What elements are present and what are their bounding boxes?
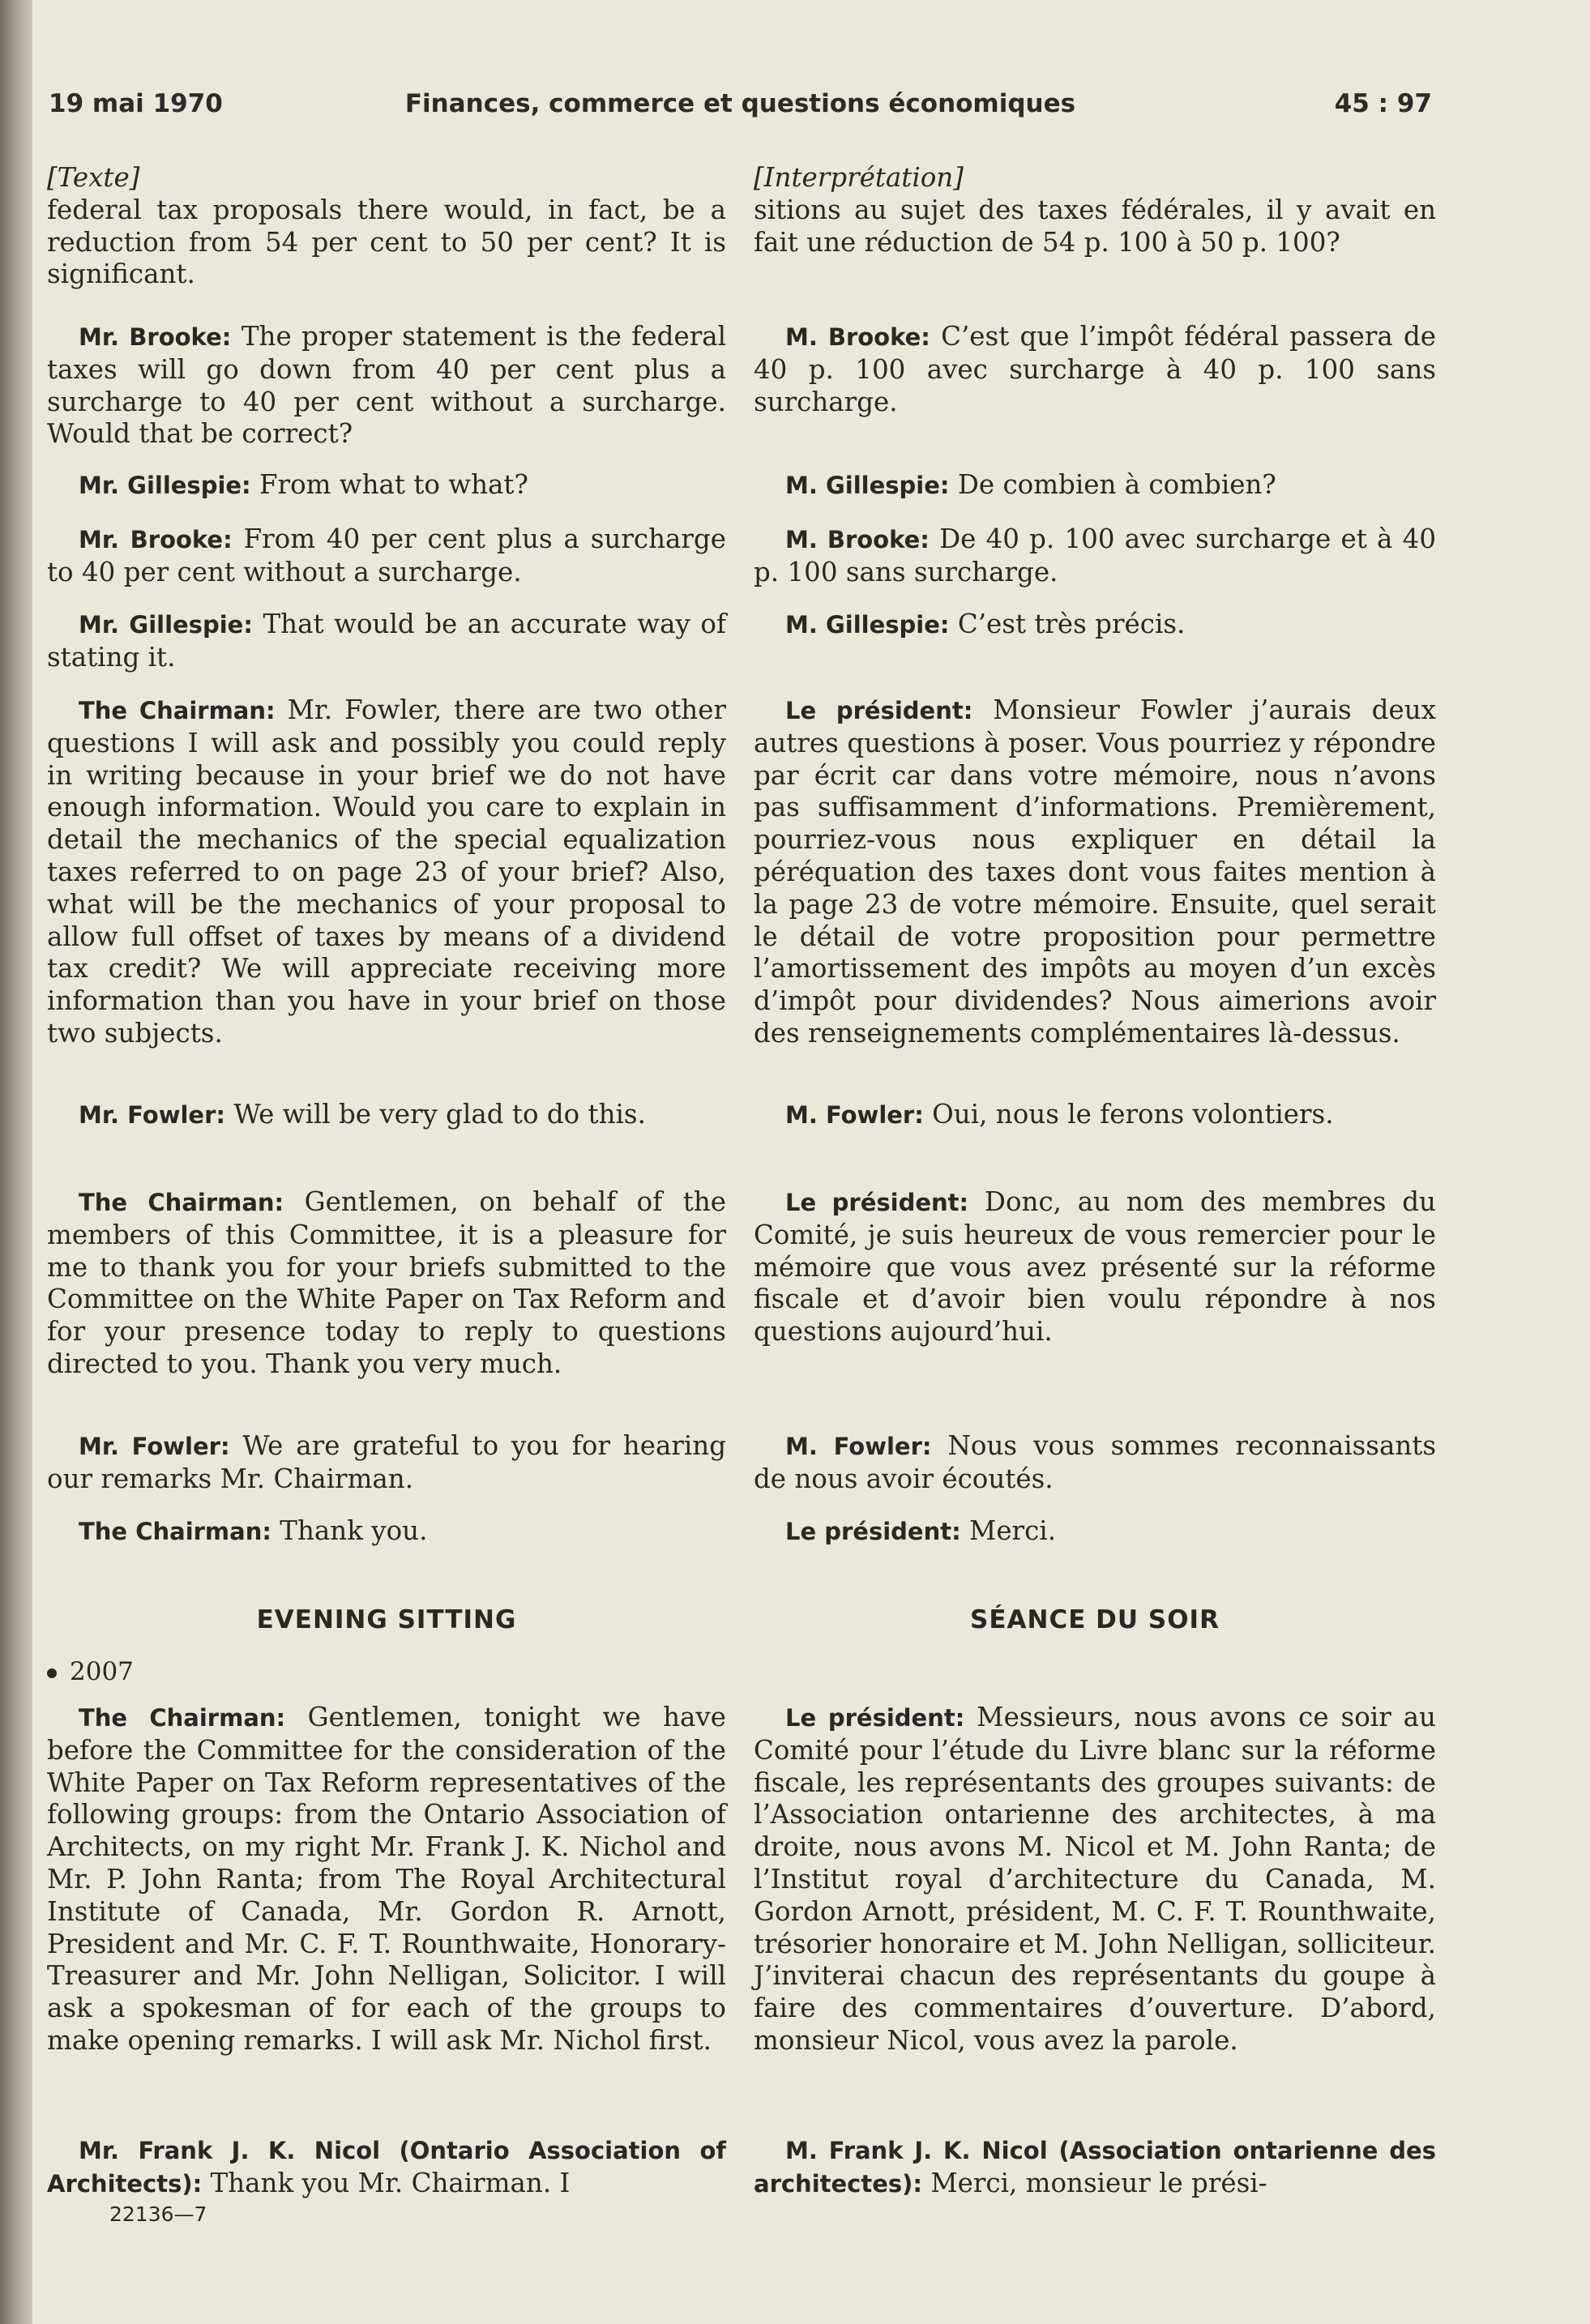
english-paragraph: The Chairman: Mr. Fowler, there are two other questions I will ask and possibly you could reply in writing because in your brief we do not have enough information. Would you care to explain in detail the mechanics of the special equalization taxes referred to on page 23 of your brief? Also, what will be the mechanics of your proposal to allow full offset of taxes by means of a dividend tax credit? We will appreciate receiving more information than you have in your brief on those two subjects. — [47, 694, 726, 1049]
speaker-name: The Chairman: — [79, 1189, 284, 1216]
french-paragraph: Le président: Monsieur Fowler j’aurais deux autres questions à poser. Vous pourriez y répondre par écrit car dans votre mémoire, nous n’avons pas suffisamment d’informations. Premièrement, pourriez-vous nous expliquer en détail la péréquation des taxes dont vous faites mention à la page 23 de votre mémoire. Ensuite, quel serait le détail de votre proposition pour permettre l’amortissement des impôts au moyen d’un excès d’impôt pour dividendes? Nous aimerions avoir des renseignements complémentaires là-dessus. — [754, 694, 1436, 1049]
speaker-name: M. Fowler: — [785, 1433, 932, 1460]
english-section-heading — [47, 1604, 726, 1637]
french-paragraph: M. Frank J. K. Nicol (Association ontarienne des architectes): Merci, monsieur le prési- — [754, 2137, 1436, 2198]
english-paragraph: federal tax proposals there would, in fact, be a reduction from 54 per cent to 50 per cent? It is significant. — [47, 194, 726, 290]
book-gutter — [0, 0, 32, 2324]
speaker-name: The Chairman: — [79, 1518, 271, 1545]
french-paragraph: Le président: Donc, au nom des membres du Comité, je suis heureux de vous remercier pour le mémoire que vous avez présenté sur la réforme fiscale et d’avoir bien voulu répondre à nos questions aujourd’hui. — [754, 1186, 1436, 1348]
header-page-number: 45 : 97 — [1334, 89, 1432, 118]
speaker-name: Mr. Fowler: — [79, 1101, 225, 1129]
footer-print-code: 22136—7 — [109, 2202, 207, 2226]
speaker-name: Le président: — [785, 1704, 965, 1732]
english-paragraph: The Chairman: Thank you. — [79, 1515, 428, 1546]
evening-sitting-heading: EVENING SITTING — [256, 1605, 517, 1634]
french-paragraph: M. Fowler: Nous vous sommes reconnaissants de nous avoir écoutés. — [754, 1430, 1437, 1494]
english-tag-block — [47, 162, 726, 291]
running-header — [49, 89, 1432, 130]
speaker-name: M. Fowler: — [785, 1101, 924, 1129]
speaker-name: Mr. Gillespie: — [79, 472, 251, 499]
speaker-name: Le président: — [785, 1518, 961, 1545]
english-paragraph: Mr. Brooke: From 40 per cent plus a surcharge to 40 per cent without a surcharge. — [47, 523, 726, 587]
english-paragraph: Mr. Fowler: We will be very glad to do this. — [79, 1099, 646, 1130]
speaker-name: Le président: — [785, 697, 973, 724]
time-marker-value: 2007 — [70, 1657, 134, 1686]
speaker-name: Mr. Frank J. K. Nicol (Ontario Association of Architects): — [47, 2137, 726, 2198]
french-paragraph: sitions au sujet des taxes fédérales, il y avait en fait une réduction de 54 p. 100 à 50 p. 100? — [754, 194, 1436, 258]
french-section-heading — [754, 1604, 1436, 1637]
speaker-name: M. Gillespie: — [785, 611, 950, 639]
speaker-name: Mr. Gillespie: — [79, 611, 253, 639]
english-language-tag: [Texte] — [47, 162, 140, 193]
seance-du-soir-heading: SÉANCE DU SOIR — [970, 1605, 1220, 1634]
time-marker — [47, 1656, 726, 1689]
speaker-name: The Chairman: — [79, 1704, 286, 1732]
english-paragraph: The Chairman: Gentlemen, on behalf of the members of this Committee, it is a pleasure for me to thank you for your briefs submitted to the Committee on the White Paper on Tax Reform and for your presence today to reply to questions directed to you. Thank you very much. — [47, 1186, 726, 1379]
french-language-tag: [Interprétation] — [754, 162, 964, 193]
bullet-icon — [47, 1668, 57, 1678]
french-paragraph: M. Fowler: Oui, nous le ferons volontiers. — [785, 1099, 1334, 1130]
speaker-name: Mr. Brooke: — [79, 526, 233, 553]
speaker-name: M. Brooke: — [785, 323, 930, 351]
french-paragraph: M. Brooke: C’est que l’impôt fédéral passera de 40 p. 100 avec surcharge à 40 p. 100 sans surcharge. — [754, 321, 1437, 417]
speaker-name: M. Frank J. K. Nicol (Association ontarienne des architectes): — [754, 2137, 1436, 2198]
french-paragraph: Le président: Messieurs, nous avons ce soir au Comité pour l’étude du Livre blanc sur la réforme fiscale, les représentants des groupes suivants: de l’Association ontarienne des architectes, à ma droite, nous avons M. Nicol et M. John Ranta; de l’Institut royal d’architecture du Canada, M. Gordon Arnott, président, M. C. F. T. Rounthwaite, trésorier honoraire et M. John Nelligan, solliciteur. J’inviterai chacun des représentants du goupe à faire des commentaires d’ouverture. D’abord, monsieur Nicol, vous avez la parole. — [754, 1702, 1436, 2056]
french-paragraph: Le président: Merci. — [785, 1515, 1057, 1546]
french-paragraph: M. Gillespie: C’est très précis. — [785, 609, 1186, 639]
french-paragraph: M. Gillespie: De combien à combien? — [785, 469, 1276, 500]
english-paragraph: The Chairman: Gentlemen, tonight we have before the Committee for the consideration of the White Paper on Tax Reform representatives of the following groups: from the Ontario Association of Architects, on my right Mr. Frank J. K. Nichol and Mr. P. John Ranta; from The Royal Architectural Institute of Canada, Mr. Gordon R. Arnott, President and Mr. C. F. T. Rounthwaite, Honorary-Treasurer and Mr. John Nelligan, Solicitor. I will ask a spokesman of for each of the groups to make opening remarks. I will ask Mr. Nichol first. — [47, 1702, 726, 2056]
french-paragraph: M. Brooke: De 40 p. 100 avec surcharge et à 40 p. 100 sans surcharge. — [754, 523, 1436, 587]
header-title: Finances, commerce et questions économiques — [404, 89, 1076, 118]
english-paragraph: Mr. Gillespie: From what to what? — [79, 469, 528, 500]
speaker-name: Mr. Fowler: — [79, 1433, 230, 1460]
speaker-name: Le président: — [785, 1189, 969, 1216]
french-tag-block — [754, 162, 1436, 258]
speaker-name: M. Gillespie: — [785, 472, 950, 499]
speaker-name: Mr. Brooke: — [79, 323, 232, 351]
speaker-name: M. Brooke: — [785, 526, 930, 553]
english-paragraph: Mr. Brooke: The proper statement is the federal taxes will go down from 40 per cent plus a surcharge to 40 per cent without a surcharge. Would that be correct? — [47, 321, 726, 450]
english-paragraph: Mr. Fowler: We are grateful to you for hearing our remarks Mr. Chairman. — [47, 1430, 726, 1494]
speaker-name: The Chairman: — [79, 697, 276, 724]
english-paragraph: Mr. Frank J. K. Nicol (Ontario Association of Architects): Thank you Mr. Chairman. I — [47, 2137, 726, 2198]
header-date: 19 mai 1970 — [49, 89, 223, 118]
english-paragraph: Mr. Gillespie: That would be an accurate way of stating it. — [47, 609, 726, 673]
